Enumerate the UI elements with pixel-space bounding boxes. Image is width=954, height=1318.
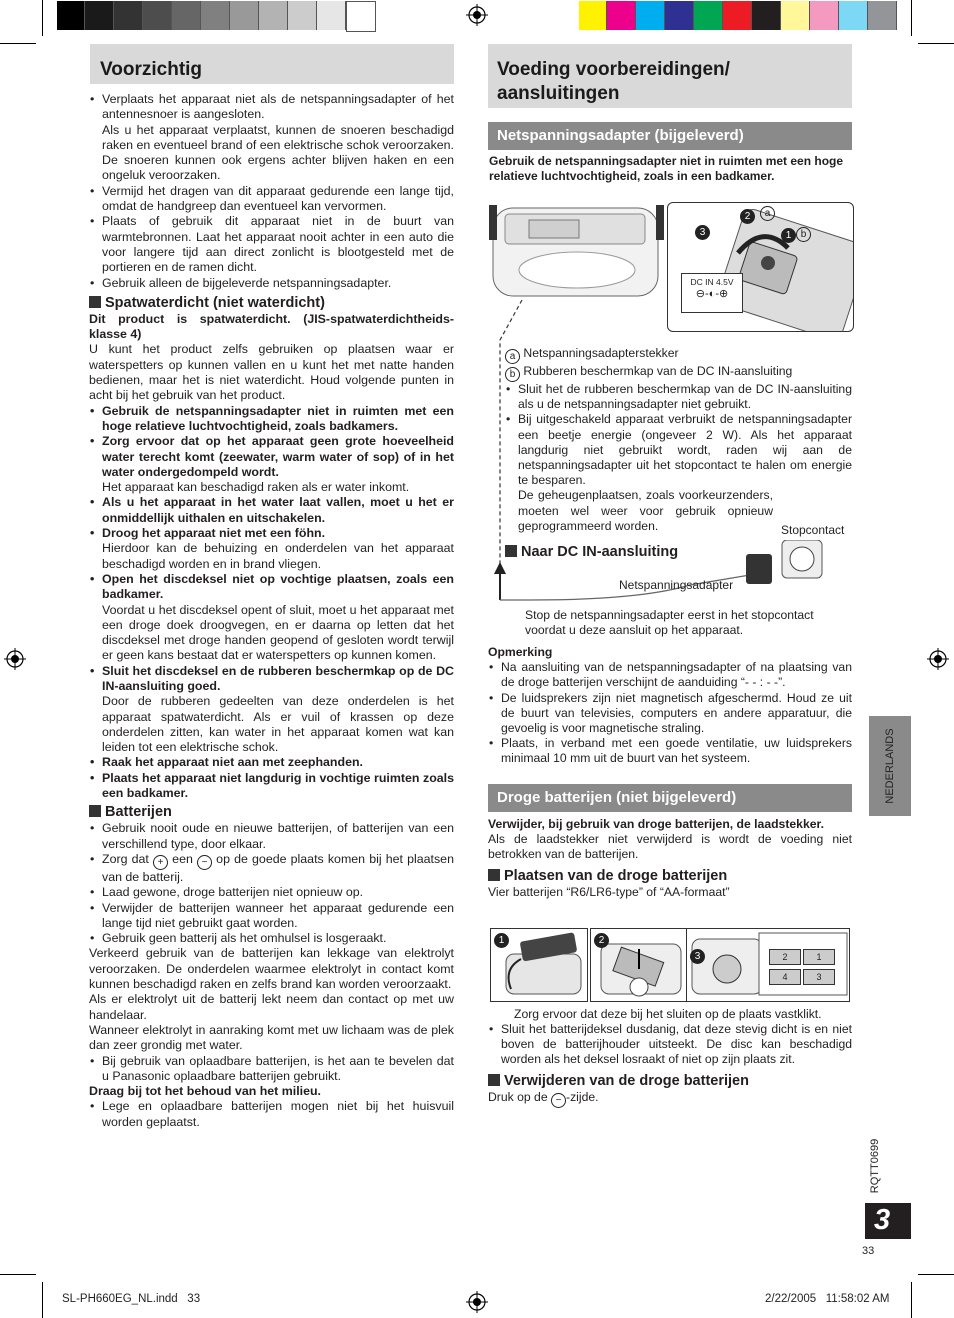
paragraph: Draag bij tot het behoud van het milieu.: [89, 1084, 321, 1099]
footer-date: 2/22/2005 11:58:02 AM: [765, 1293, 890, 1305]
section-bar-adapter: Netspanningsadapter (bijgeleverd): [488, 122, 852, 150]
battery-slot: 4: [769, 969, 801, 985]
list-item: • Sluit het batterijdeksel dusdanig, dat deze stevig dicht is en niet boven de batterijhouder uitsteekt. De disc kan beschadigd worden als het deksel losraakt of niet op zijn plaats zit.: [488, 1022, 852, 1068]
callout-b: b: [796, 227, 811, 242]
document-code: RQTT0699: [869, 1138, 881, 1194]
stop-note: Stop de netspanningsadapter eerst in het stopcontact voordat u deze aansluit op het apparaat.: [525, 608, 814, 638]
list-item: • Bij uitgeschakeld apparaat verbruikt de netspanningsadapter een beetje energie (ongeveer 2 W). Als het apparaat langdurig niet gebruikt wordt, raden wij aan de netspanningsadapter uit het stopcontact te halen om energie te besparen.: [505, 412, 852, 488]
right-title-bar: [488, 44, 852, 108]
paragraph: Verwijder, bij gebruik van droge batterijen, de laadstekker.: [488, 817, 824, 831]
registration-mark-icon: [927, 648, 949, 670]
paragraph: Druk op de − -zijde.: [488, 1089, 599, 1106]
battery-step-1: [490, 928, 588, 1002]
list-item: • Gebruik nooit oude en nieuwe batterijen, of batterijen van een verschillend type, door elkaar.: [89, 821, 454, 852]
list-item: • Gebruik geen batterij als het omhulsel is losgeraakt.: [89, 931, 454, 946]
battery-slot: 2: [769, 949, 801, 965]
paragraph: Voordat u het discdeksel opent of sluit, moet u het apparaat met een droge doek droogvegen, en er daarna op letten dat het discdeksel met droge handen geopend of gesloten wordt terwijl er geen kans bestaat dat er waterspetters op kunnen komen.: [102, 602, 454, 663]
language-tab-label: NEDERLANDS: [884, 728, 896, 804]
language-tab: [869, 716, 911, 816]
paragraph: Door de rubberen gedeelten van deze onderdelen is het apparaat spatwaterdicht. Als er vuil of krassen op deze onderdelen zitten, kan water in het apparaat komen wat kan leiden tot een elektrische schok.: [102, 694, 454, 755]
paragraph: U kunt het product zelfs gebruiken op plaatsen waar er waterspetters op kunnen vallen en u kunt het met natte handen bedienen, maar het is niet waterdicht. Houd volgende punten in acht bij het gebruik van het product.: [89, 342, 454, 403]
opmerking-block: [488, 645, 852, 767]
paragraph: De geheugenplaatsen, zoals voorkeurzenders, moeten wel weer voor gebruik opnieuw geprogrammeerd worden.: [518, 488, 773, 533]
list-item: • Gebruik alleen de bijgeleverde netspanningsadapter.: [89, 276, 454, 291]
dc-in-heading: Naar DC IN-aansluiting: [505, 543, 678, 561]
page-badge: 3: [865, 1203, 911, 1239]
callout-a: a: [760, 206, 775, 221]
section-bar-batteries: Droge batterijen (niet bijgeleverd): [488, 784, 852, 812]
battery-step-2: [590, 928, 688, 1002]
unit-front-illustration: [489, 200, 664, 305]
list-item: • Na aansluiting van de netspanningsadapter of na plaatsing van de droge batterijen verschijnt de aanduiding “- - : - -”.: [488, 660, 852, 690]
list-item: • Zorg ervoor dat op het apparaat geen grote hoeveelheid water terecht komt (zeewater, warm water of sop) of in het water ondergedompeld wordt.: [89, 434, 454, 480]
section-heading: Plaatsen van de droge batterijen: [488, 867, 852, 885]
battery-step-3: [686, 928, 850, 1002]
battery-slot: 3: [803, 969, 835, 985]
paragraph: Hierdoor kan de behuizing en onderdelen van het apparaat beschadigd worden en in brand vliegen.: [102, 541, 454, 571]
list-item: • Als u het apparaat in het water laat vallen, moet u het er onmiddellijk uithalen en uitschakelen.: [89, 495, 454, 526]
page-title-left: Voorzichtig: [100, 59, 203, 80]
paragraph: Vier batterijen “R6/LR6-type” of “AA-formaat”: [488, 884, 730, 899]
dry-battery-block: [488, 817, 852, 900]
label-a: a Netspanningsadapterstekker: [505, 346, 852, 364]
list-item: • Sluit het discdeksel en de rubberen beschermkap op de DC IN-aansluiting goed.: [89, 664, 454, 695]
step-3-badge: 3: [695, 225, 710, 240]
minus-symbol-icon: −: [197, 855, 212, 870]
adapter-warning: Gebruik de netspanningsadapter niet in ruimten met een hoge relatieve luchtvochtigheid, zoals in een badkamer.: [489, 154, 844, 184]
list-item: • Raak het apparaat niet aan met zeephanden.: [89, 755, 454, 770]
section-heading: Verwijderen van de droge batterijen: [488, 1072, 852, 1090]
battery-place-note: Zorg ervoor dat deze bij het sluiten op de plaats vastklikt.: [514, 1007, 822, 1021]
registration-mark-icon: [466, 1291, 488, 1313]
list-item: • Verplaats het apparaat niet als de netspanningsadapter of het antennesnoer is aangesloten.: [89, 92, 454, 123]
paragraph: Het apparaat kan beschadigd raken als er water inkomt.: [102, 480, 410, 495]
left-column: [89, 92, 454, 1130]
note-heading: Opmerking: [488, 645, 553, 659]
battery-slot: 1: [803, 949, 835, 965]
list-item: • Plaats het apparaat niet langdurig in vochtige ruimten zoals een badkamer.: [89, 771, 454, 802]
page-title-right: Voeding voorbereidingen/ aansluitingen: [497, 59, 730, 104]
registration-mark-icon: [466, 4, 488, 26]
left-title-bar: [90, 44, 454, 84]
list-item: • Sluit het de rubberen beschermkap van de DC IN-aansluiting als u de netspanningsadapter niet gebruikt.: [505, 382, 852, 412]
list-item: • Verwijder de batterijen wanneer het apparaat gedurende een lange tijd niet gebruikt gaat worden.: [89, 901, 454, 932]
stopcontact-label: Stopcontact: [781, 523, 845, 537]
list-item: • Lege en oplaadbare batterijen mogen niet bij het huisvuil worden geplaatst.: [89, 1099, 454, 1130]
list-item: • Bij gebruik van oplaadbare batterijen, is het aan te bevelen dat u Panasonic oplaadbare batterijen gebruikt.: [89, 1054, 454, 1085]
list-item: • Vermijd het dragen van dit apparaat gedurende een lange tijd, omdat de handgreep dan eventueel kan vervormen.: [89, 184, 454, 215]
paragraph: Als er elektrolyt uit de batterij lekt neem dan contact op met uw handelaar.: [89, 992, 454, 1022]
list-item: • Open het discdeksel niet op vochtige plaatsen, zoals een badkamer.: [89, 572, 454, 603]
step-1-badge: 1: [781, 228, 796, 243]
page-number: 33: [862, 1245, 875, 1257]
paragraph: Dit product is spatwaterdicht. (JIS-spatwaterdichtheids-klasse 4): [89, 311, 454, 342]
footer-file: SL-PH660EG_NL.indd 33: [62, 1293, 201, 1305]
battery-place-bullet: [488, 1022, 852, 1108]
list-item: • Plaats of gebruik dit apparaat niet in de buurt van warmtebronnen. Laat het apparaat nooit achter in een auto die voor langere tijd aan direct zonlicht is blootgesteld met de portieren en de ramen dicht.: [89, 214, 454, 275]
plus-symbol-icon: +: [153, 855, 168, 870]
list-item: • Laad gewone, droge batterijen niet opnieuw op.: [89, 885, 454, 900]
section-heading: Spatwaterdicht (niet waterdicht): [89, 294, 454, 312]
paragraph: Als de laadstekker niet verwijderd is wordt de voeding niet betrokken van de batterijen.: [488, 832, 852, 862]
list-item: • Zorg dat + een − op de goede plaats komen bij het plaatsen van de batterij.: [89, 852, 454, 885]
step-1-badge: 1: [494, 933, 509, 948]
adapter-label: Netspanningsadapter: [619, 578, 734, 592]
list-item: • Gebruik de netspanningsadapter niet in ruimten met een hoge relatieve luchtvochtigheid, zoals badkamers.: [89, 404, 454, 435]
dc-in-closeup: [667, 202, 854, 332]
registration-mark-icon: [4, 648, 26, 670]
step-3-badge: 3: [690, 949, 705, 964]
list-item: • Droog het apparaat niet met een föhn.: [89, 526, 454, 541]
paragraph: Verkeerd gebruik van de batterijen kan lekkage van elektrolyt veroorzaken. De onderdelen waarmee elektrolyt in contact komt kunnen beschadigd raken en zelfs brand kan worden veroorzaakt.: [89, 946, 454, 992]
paragraph: Als u het apparaat verplaatst, kunnen de snoeren beschadigd raken en eventueel brand of een elektrische schok veroorzaken. De snoeren kunnen ook ergens achter blijven haken en een ongeluk veroorzaken.: [102, 122, 454, 183]
adapter-notes: [505, 346, 852, 534]
dc-in-label: DC IN 4.5V ⊖‑◐‑⊕: [681, 273, 743, 313]
step-2-badge: 2: [594, 933, 609, 948]
list-item: • De luidsprekers zijn niet magnetisch afgeschermd. Houd ze uit de buurt van televisies, computers en andere apparatuur, die gevoelig is voor magnetische straling.: [488, 691, 852, 737]
list-item: • Plaats, in verband met een goede ventilatie, uw luidsprekers minimaal 10 mm uit de buurt van het systeem.: [488, 736, 852, 766]
paragraph: Wanneer elektrolyt in aanraking komt met uw lichaam was de plek dan zeer grondig met water.: [89, 1022, 454, 1053]
label-b: b Rubberen beschermkap van de DC IN-aansluiting: [505, 364, 852, 382]
section-heading: Batterijen: [89, 803, 454, 821]
step-2-badge: 2: [740, 209, 755, 224]
minus-symbol-icon: −: [551, 1093, 566, 1108]
adapter-plug-illustration: [490, 540, 852, 610]
